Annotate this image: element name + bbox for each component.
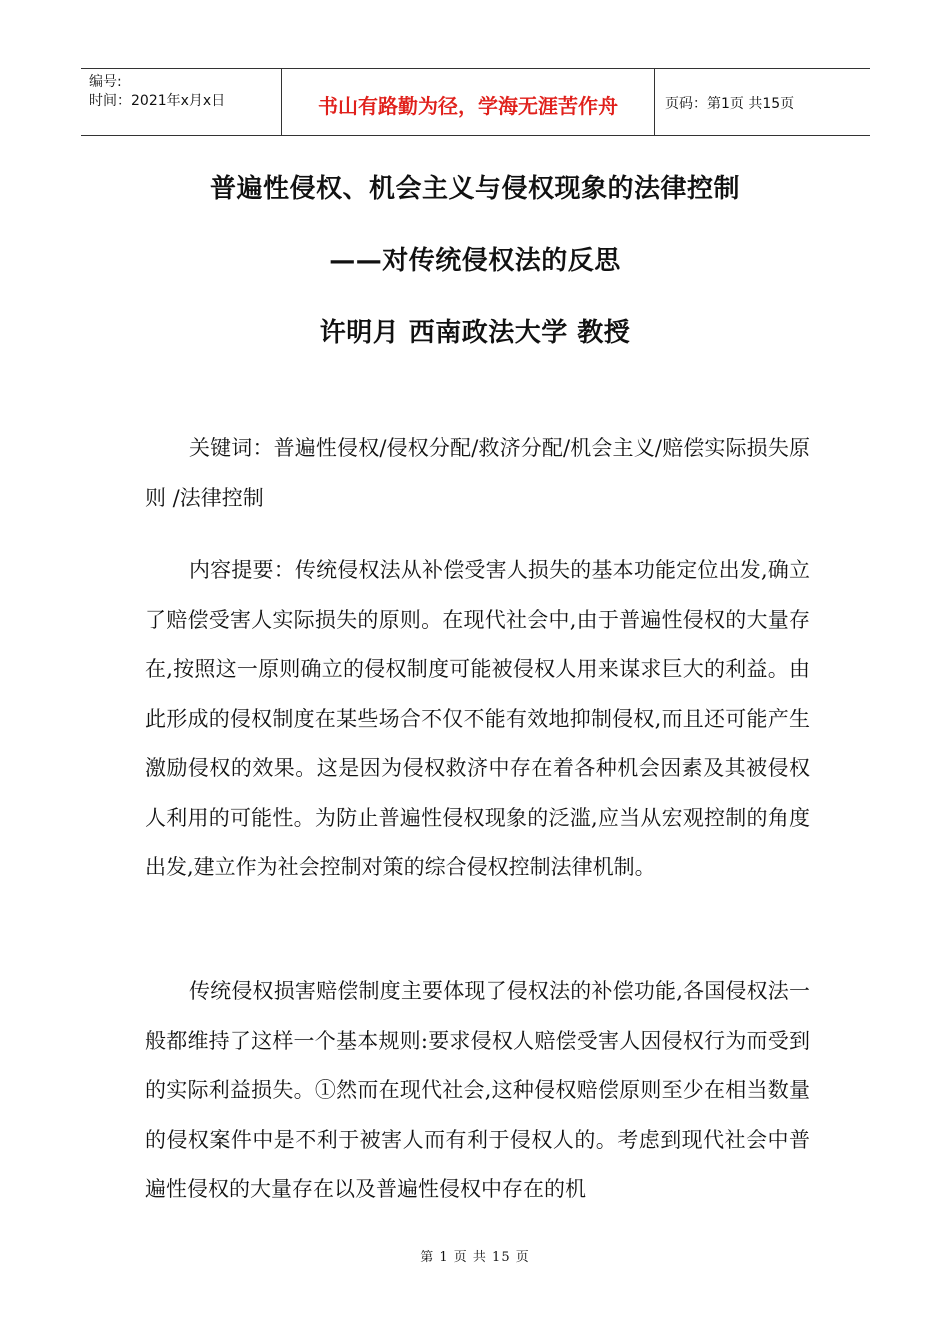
document-title: 普遍性侵权、机会主义与侵权现象的法律控制 xyxy=(209,174,740,204)
header-table xyxy=(81,68,870,136)
abstract-paragraph: 内容提要：传统侵权法从补偿受害人损失的基本功能定位出发,确立了赔偿受害人实际损失的原则。在现代社会中,由于普遍性侵权的大量存在,按照这一原则确立的侵权制度可能被侵权人用来谋求巨大的利益。由此形成的侵权制度在某些场合不仅不能有效地抑制侵权,而且还可能产生激励侵权的效果。这是因为侵权救济中存在着各种机会因素及其被侵权人利用的可能性。为防止普遍性侵权现象的泛滥,应当从宏观控制的角度出发,建立作为社会控制对策的综合侵权控制法律机制。 xyxy=(145,558,810,879)
body-paragraph: 传统侵权损害赔偿制度主要体现了侵权法的补偿功能,各国侵权法一般都维持了这样一个基本规则:要求侵权人赔偿受害人因侵权行为而受到的实际利益损失。①然而在现代社会,这种侵权赔偿原则至少在相当数量的侵权案件中是不利于被害人而有利于侵权人的。考虑到现代社会中普遍性侵权的大量存在以及普遍性侵权中存在的机 xyxy=(145,979,810,1201)
author-line: 许明月 西南政法大学 教授 xyxy=(319,318,631,348)
number-label: 编号: xyxy=(89,74,122,90)
keywords-paragraph: 关键词：普遍性侵权/侵权分配/救济分配/机会主义/赔偿实际损失原则 /法律控制 xyxy=(145,436,810,510)
time-label: 时间：2021年x月x日 xyxy=(89,93,226,109)
header-left-cell xyxy=(81,69,282,135)
document-subtitle: ——对传统侵权法的反思 xyxy=(329,246,621,276)
motto: 书山有路勤为径，学海无涯苦作舟 xyxy=(282,69,655,135)
page-footer: 第 1 页 共 15 页 xyxy=(420,1250,530,1265)
page-info: 页码：第1页 共15页 xyxy=(665,96,795,112)
